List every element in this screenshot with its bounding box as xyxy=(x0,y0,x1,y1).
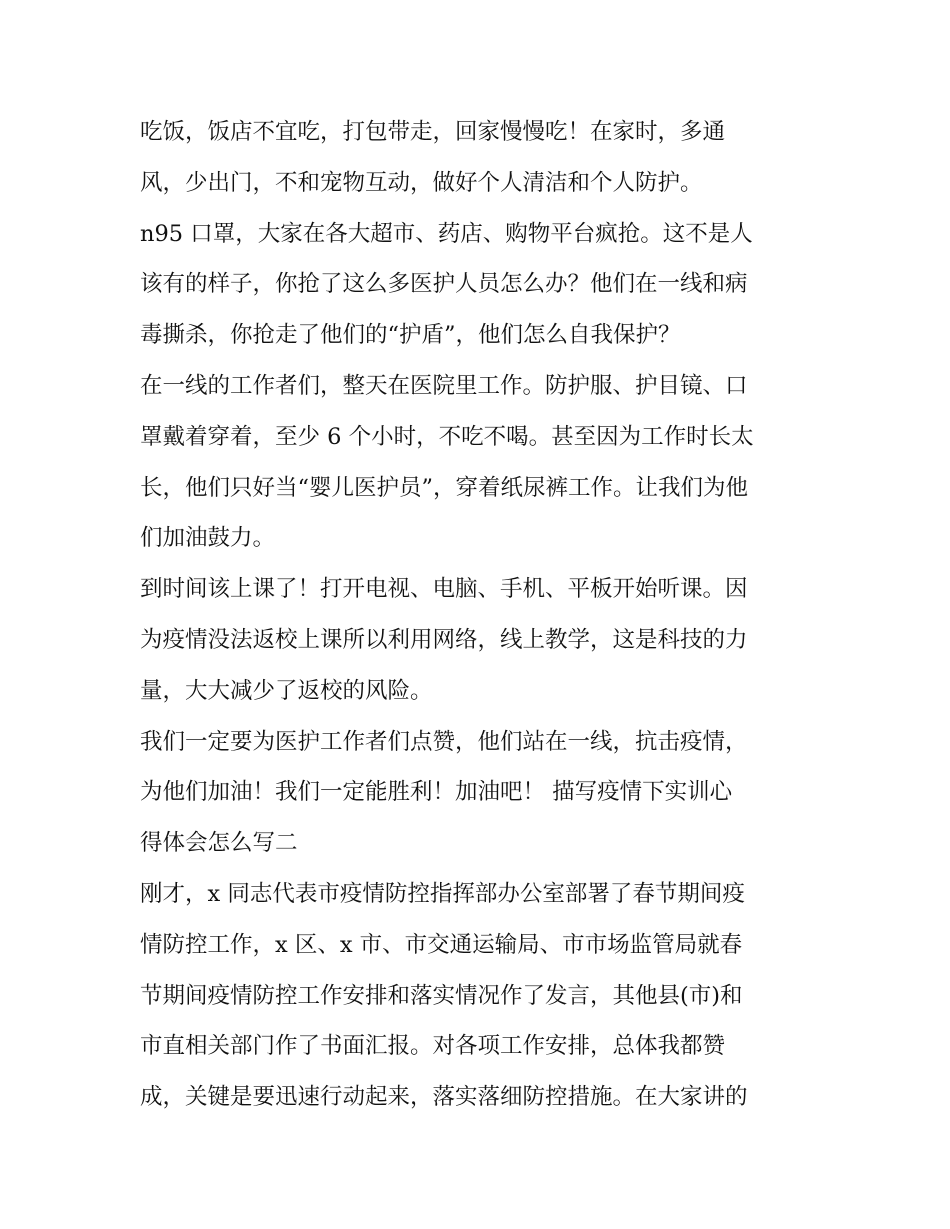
text-line: 为疫情没法返校上课所以利用网络，线上教学，这是科技的力 xyxy=(140,626,748,653)
text-line: 到时间该上课了！打开电视、电脑、手机、平板开始听课。因 xyxy=(140,576,748,603)
text-line: n95 口罩，大家在各大超市、药店、购物平台疯抢。这不是人 xyxy=(140,220,753,247)
text-line: 情防控工作，x 区、x 市、市交通运输局、市市场监管局就春 xyxy=(140,931,743,958)
text-line: 我们一定要为医护工作者们点赞，他们站在一线，抗击疫情， xyxy=(140,728,748,755)
text-line: 得体会怎么写二 xyxy=(140,830,298,857)
text-line: 该有的样子，你抢了这么多医护人员怎么办？他们在一线和病 xyxy=(140,271,748,298)
text-line: 在一线的工作者们，整天在医院里工作。防护服、护目镜、口 xyxy=(140,372,748,399)
text-line: 们加油鼓力。 xyxy=(140,525,276,552)
text-line: 为他们加油！我们一定能胜利！加油吧！ 描写疫情下实训心 xyxy=(140,779,733,806)
text-line: 量，大大减少了返校的风险。 xyxy=(140,677,433,704)
document-body xyxy=(140,107,815,1123)
text-line: 吃饭，饭店不宜吃，打包带走，回家慢慢吃！在家时，多通 xyxy=(140,119,726,145)
text-line: 罩戴着穿着，至少 6 个小时，不吃不喝。甚至因为工作时长太 xyxy=(140,423,754,450)
text-line: 风，少出门，不和宠物互动，做好个人清洁和个人防护。 xyxy=(140,169,703,196)
text-line: 毒撕杀，你抢走了他们的“护盾”，他们怎么自我保护？ xyxy=(140,322,681,349)
text-line: 刚才，x 同志代表市疫情防控指挥部办公室部署了春节期间疫 xyxy=(140,880,745,907)
text-line: 成，关键是要迅速行动起来，落实落细防控措施。在大家讲的 xyxy=(140,1084,748,1111)
text-line: 长，他们只好当“婴儿医护员”，穿着纸尿裤工作。让我们为他 xyxy=(140,474,749,501)
text-line: 节期间疫情防控工作安排和落实情况作了发言，其他县(市)和 xyxy=(140,982,743,1009)
text-line: 市直相关部门作了书面汇报。对各项工作安排，总体我都赞 xyxy=(140,1033,726,1060)
